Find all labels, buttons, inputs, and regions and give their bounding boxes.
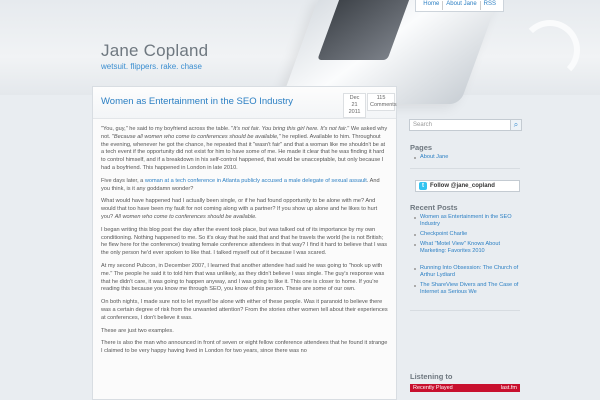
bullet-icon [414,285,416,287]
twitter-icon: t [419,182,427,190]
main-content [92,86,397,400]
post-body [93,119,396,356]
pages-heading: Pages [410,143,433,152]
divider [410,168,520,169]
bullet-icon [414,217,416,219]
bullet-icon [414,244,416,246]
nav-home-link[interactable]: Home [420,1,443,10]
sidebar-item-about[interactable]: About Jane [420,154,449,160]
post-date-year: 2011 [348,109,361,115]
bullet-icon [414,268,416,270]
comments-count: 115 [376,95,386,101]
post-header [93,87,396,119]
post-date-badge [343,93,366,118]
post-paragraph: Five days later, a woman at a tech conference in Atlanta publicly accused a male delegate of sexual assault. And you think, is it any goddamn wonder? [101,177,380,192]
top-navigation [415,0,504,12]
recent-post-link[interactable]: Women as Entertainment in the SEO Industry [420,214,512,227]
recent-posts-heading: Recent Posts [410,203,458,212]
site-title[interactable]: Jane Copland [101,41,209,60]
recent-post-link[interactable]: What "Motel View" Knows About Marketing: Favorites 2010 [420,241,501,254]
lastfm-widget[interactable] [410,384,520,392]
lastfm-logo: last.fm [500,385,517,391]
comments-label: Comments [370,102,397,108]
site-tagline: wetsuit. flippers. rake. chase [101,62,202,71]
post-paragraph: I began writing this blog post the day after the event took place, but was talked out of its importance by my own conditioning. Nothing happened to me. So it's okay that he said that and that he travels the world (he is not British; he flew here for the conference) treating female conference attendees in that way? I find it hard to believe that I was the only person he'd ever spoken to like that. I talked myself out of it because I was scared. [101,226,388,257]
recently-played-label: Recently Played [413,385,453,391]
cable-illustration [520,20,580,80]
post-date-month-day: Dec 21 [349,95,360,108]
search-icon[interactable]: ⌕ [510,119,522,131]
post-title-link[interactable]: Women as Entertainment in the SEO Industry [101,96,294,107]
divider [410,310,520,311]
twitter-follow-label: Follow @jane_copland [430,183,495,189]
post-paragraph: What would have happened had I actually been single, or if he had found opportunity to be alone with me? And would that too have been my fault for not coming along with a partner? If you show up alone and he likes to hurt you? All women who come to conferences should be available. [101,198,378,220]
post-paragraph: "You, guy," he said to my boyfriend across the table. "It's not fair. You bring this girl here. It's not fair." We asked why not. "Because all women who come to conferences should be available," he replied. Available to him. Throughout the evening, whenever he got the chance, he repeated that it "wasn't fair" and that a woman like me shouldn't be at a tech event if the opportunity did not exist for him to have some of me. He made it clear that he was finding it hard to control himself, and if a breakdown in his self-control happened, that would be unacceptable, but only because I had a boyfriend. This happened in London in late 2010. [101,126,388,171]
nav-rss-link[interactable]: RSS [483,1,496,7]
nav-about-link[interactable]: About Jane [443,1,480,10]
post-paragraph: There is also the man who announced in front of seven or eight fellow conference attendees that he found it strange I claimed to be very happy having lived in London for two years, since there was no [101,340,388,355]
search-input[interactable]: Search [409,119,513,131]
post-paragraph: At my second Pubcon, in December 2007, I learned that another attendee had said he was going to "hook up with me." The people he said it to told him that was unlikely, as they didn't believe I was single. The guy's response was that he didn't care, it was going to happen anyway, and I was going to like it. This one is closer to home. If you're reading this because you know me through SEO, you know of this person. These are some of our own. [101,262,385,293]
recent-post-link[interactable]: Running Into Obsession: The Church of Arthur Lydiard [420,265,519,278]
inline-article-link[interactable]: woman at a tech conference in Atlanta publicly accused a male delegate of sexual assault [144,177,367,184]
recent-post-link[interactable]: The ShareView Divers and The Case of Internet as Serious We [420,282,519,295]
recent-post-link[interactable]: Checkpoint Charlie [420,231,468,237]
twitter-follow-button[interactable] [415,180,520,192]
bullet-icon [414,157,416,159]
bullet-icon [414,234,416,236]
listening-heading: Listening to [410,372,453,381]
post-comments-badge[interactable] [367,93,395,111]
sidebar [405,110,525,400]
post-paragraph: On both nights, I made sure not to let myself be alone with either of these people. Was it paranoid to believe there was a certain degree of risk from the unwanted attention? From the stories other women tell about their experiences at conferences, I don't believe it was. [101,299,388,321]
post-paragraph: These are just two examples. [101,327,174,334]
